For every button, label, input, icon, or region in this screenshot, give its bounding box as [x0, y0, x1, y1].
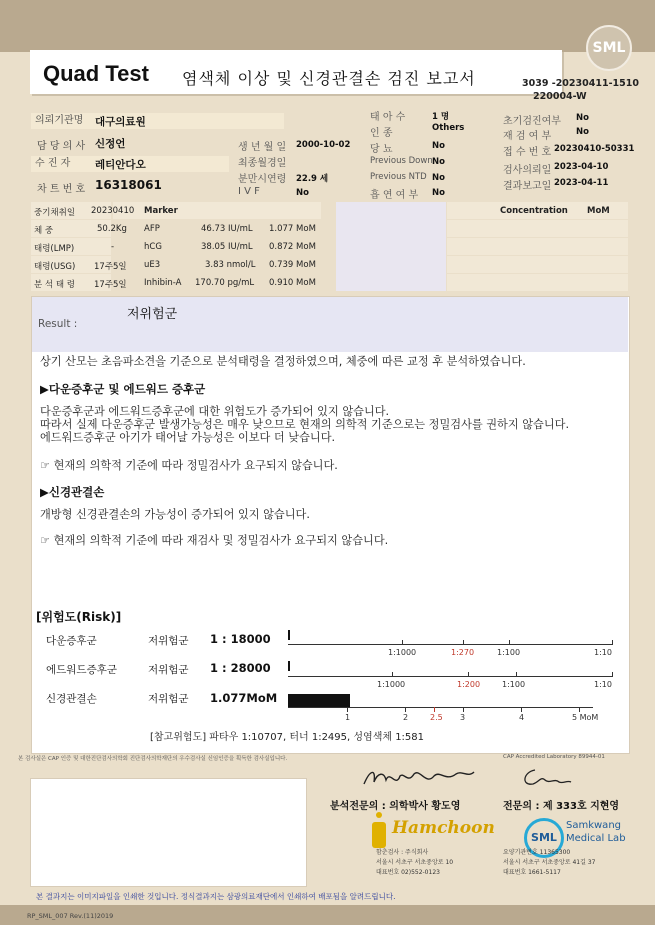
specialist-name: 전문의 : 제 333호 지현영 [503, 801, 620, 812]
risk-edwards-ratio: 1 : 28000 [210, 661, 271, 675]
ivf-value: No [296, 188, 309, 198]
form-version: RP_SML_007 Rev.(11)2019 [27, 912, 114, 920]
section-ntd-title: ▶신경관결손 [40, 485, 105, 499]
result-value: 저위험군 [127, 307, 178, 322]
risk-title: [위험도(Risk)] [36, 610, 122, 624]
risk-edwards-level: 저위험군 [148, 664, 189, 676]
section-down-note: ☞ 현재의 의학적 기준에 따라 정밀검사가 요구되지 않습니다. [40, 459, 338, 472]
ntd-tick-label: 3 [460, 713, 466, 722]
marker-mom: 0.910 MoM [269, 278, 316, 288]
down-risk-marker [288, 630, 290, 640]
marker-header: Marker [144, 206, 178, 216]
measure-label: 태령(LMP) [34, 244, 75, 254]
smoking-label: 흡 연 여 부 [370, 190, 419, 201]
mom-header: MoM [587, 206, 610, 216]
edwards-tick [468, 672, 469, 677]
measure-value: 20230410 [91, 206, 135, 216]
chart-label: 차 트 번 호 [37, 184, 86, 195]
ntd-tick [405, 707, 406, 712]
measure-value: 17주5일 [94, 280, 127, 290]
sml-address-2: 서울시 서초구 서초중앙로 41길 37 [503, 859, 596, 866]
measure-value: - [111, 242, 115, 252]
ntd-tick-cutoff [434, 707, 435, 712]
report-title: 염색체 이상 및 신경관결손 검진 보고서 [182, 69, 476, 88]
report-code-line2: 220004-W [533, 91, 587, 102]
specialist-signature [515, 764, 575, 790]
sml-address-1: 요양기관번호 11365300 [503, 849, 571, 856]
retest-label: 재 검 여 부 [503, 131, 552, 142]
dob-value: 2000-10-02 [296, 140, 351, 150]
ntd-tick-label: 1 [345, 713, 351, 722]
result-label: Result : [38, 318, 78, 330]
ntd-tick [521, 707, 522, 712]
ntd-tick [579, 707, 580, 712]
dob-label: 생 년 월 일 [238, 142, 287, 153]
print-notice: 본 결과지는 이미지파일을 인쇄한 것입니다. 정식결과지는 삼광의료재단에서 인쇄하여 배포됨을 알려드립니다. [36, 892, 396, 901]
ivf-label: I V F [238, 186, 260, 197]
down-tick [463, 640, 464, 645]
race-value: Others [432, 123, 465, 133]
sml-footer-logo: SML [524, 818, 564, 858]
risk-down-name: 다운증후군 [46, 635, 97, 647]
risk-ntd-level: 저위험군 [148, 693, 189, 705]
hamchoon-address-2: 서울시 서초구 서초중앙로 10 [376, 859, 454, 866]
down-tick-label: 1:10 [594, 648, 612, 657]
ntd-tick [463, 707, 464, 712]
chart-value: 16318061 [95, 178, 162, 192]
edwards-risk-marker [288, 661, 290, 671]
first-label: 초기검진여부 [503, 116, 561, 127]
ntd-tick [347, 707, 348, 712]
prev-ntd-label: Previous NTD [370, 172, 427, 182]
smoking-value: No [432, 188, 445, 198]
hamchoon-logo-text: Hamchoon [392, 818, 495, 838]
ntd-scale-line [288, 707, 593, 708]
request-date: 2023-04-10 [554, 162, 609, 172]
cap-number: CAP Accredited Laboratory 89944-01 [503, 754, 605, 760]
edwards-tick [516, 672, 517, 677]
risk-edwards-name: 에드워드증후군 [46, 664, 118, 676]
ntd-tick-label: 4 [519, 713, 525, 722]
diabetes-label: 당 뇨 [370, 144, 393, 155]
measure-value: 50.2Kg [97, 224, 127, 234]
marker-table [31, 202, 628, 290]
edwards-tick [612, 672, 613, 677]
top-banner [0, 0, 655, 52]
marker-mom: 0.872 MoM [269, 242, 316, 252]
receipt-value: 20230410-50331 [554, 144, 635, 154]
prev-ntd-value: No [432, 173, 445, 183]
down-tick [509, 640, 510, 645]
hamchoon-logo-icon [372, 812, 386, 850]
section-ntd-note: ☞ 현재의 의학적 기준에 따라 재검사 및 정밀검사가 요구되지 않습니다. [40, 534, 389, 547]
age-value: 22.9 세 [296, 174, 329, 184]
risk-down-ratio: 1 : 18000 [210, 632, 271, 646]
section-down-edwards-title: ▶다운증후군 및 에드워드 증후군 [40, 382, 206, 396]
section-down-line3: 에드워드증후군 아기가 태어날 가능성은 이보다 더 낮습니다. [40, 431, 336, 444]
result-intro: 상기 산모는 초음파소견을 기준으로 분석태령을 결정하였으며, 체중에 따른 교정 후 분석하였습니다. [40, 355, 526, 368]
diabetes-value: No [432, 141, 445, 151]
hamchoon-address-1: 함춘검사 : 주식회사 [376, 849, 429, 856]
patient-value: 레티안다오 [95, 159, 146, 171]
retest-value: No [576, 127, 589, 137]
edwards-tick-label: 1:10 [594, 680, 612, 689]
risk-ntd-name: 신경관결손 [46, 693, 97, 705]
risk-down-level: 저위험군 [148, 635, 189, 647]
samkwang-line2: Medical Lab [566, 833, 626, 844]
doctor-value: 신정언 [95, 138, 126, 150]
sml-logo: SML [586, 25, 632, 71]
report-date: 2023-04-11 [554, 178, 609, 188]
edwards-tick-label: 1:100 [502, 680, 526, 689]
marker-name: Inhibin-A [144, 278, 182, 288]
fetus-label: 태 아 수 [370, 112, 406, 123]
ntd-mom-bar [288, 694, 350, 707]
marker-name: AFP [144, 224, 160, 234]
measure-value: 17주5일 [94, 262, 127, 272]
marker-name: uE3 [144, 260, 161, 270]
notes-box [30, 778, 307, 887]
section-down-line2: 따라서 실제 다운증후군 발생가능성은 매우 낮으므로 현재의 의학적 기준으로는 정밀검사를 권하지 않습니다. [40, 418, 569, 431]
analyst-name: 분석전문의 : 의학박사 황도영 [330, 801, 461, 812]
measure-label: 중기채취일 [34, 208, 76, 218]
measure-label: 태령(USG) [34, 262, 76, 272]
lmp-label: 최종월경일 [238, 158, 287, 169]
edwards-tick-label-cutoff: 1:200 [457, 680, 481, 689]
ntd-tick-label: 5 MoM [572, 713, 599, 722]
measure-label: 분 석 태 령 [34, 280, 75, 290]
analyst-signature [360, 762, 480, 794]
fetus-value: 1 명 [432, 112, 450, 122]
receipt-label: 접 수 번 호 [503, 147, 552, 158]
institution-value: 대구의료원 [95, 116, 146, 128]
samkwang-line1: Samkwang [566, 820, 621, 831]
edwards-scale-line [288, 676, 613, 677]
edwards-tick-label: 1:1000 [377, 680, 406, 689]
down-tick-label-cutoff: 1:270 [451, 648, 475, 657]
race-label: 인 종 [370, 128, 393, 139]
report-date-label: 결과보고일 [503, 181, 552, 192]
report-code-line1: 3039 -20230411-1510 [522, 78, 639, 89]
age-label: 분만시연령 [238, 174, 287, 185]
edwards-tick [392, 672, 393, 677]
section-ntd-line1: 개방형 신경관결손의 가능성이 증가되어 있지 않습니다. [40, 508, 310, 521]
patient-label: 수 진 자 [31, 156, 93, 172]
ntd-tick-label-cutoff: 2.5 [430, 713, 443, 722]
down-scale-line [288, 644, 613, 645]
marker-conc: 170.70 pg/mL [195, 278, 255, 288]
prev-down-label: Previous Down [370, 156, 433, 166]
reference-risk: [참고위험도] 파타우 1:10707, 터너 1:2495, 성염색체 1:581 [150, 732, 425, 743]
down-tick [402, 640, 403, 645]
sml-address-3: 대표번호 1661-5117 [503, 869, 561, 876]
marker-name: hCG [144, 242, 162, 252]
doctor-label: 담 당 의 사 [37, 141, 86, 152]
hamchoon-address-3: 대표번호 02)552-0123 [376, 869, 440, 876]
section-down-line1: 다운증후군과 에드워드증후군에 대한 위험도가 증가되어 있지 않습니다. [40, 405, 390, 418]
risk-ntd-ratio: 1.077MoM [210, 691, 278, 705]
marker-conc: 38.05 IU/mL [201, 242, 253, 252]
accreditation-note: 본 검사실은 CAP 인증 및 대한진단검사의학회 진단검사의학재단의 우수검사실 신임인증을 획득한 검사실입니다. [18, 756, 288, 762]
measure-label: 체 중 [34, 226, 54, 236]
ntd-tick-label: 2 [403, 713, 409, 722]
down-tick-label: 1:100 [497, 648, 521, 657]
request-label: 검사의뢰일 [503, 165, 552, 176]
down-tick-label: 1:1000 [388, 648, 417, 657]
marker-mom: 0.739 MoM [269, 260, 316, 270]
institution-label: 의뢰기관명 [31, 113, 93, 129]
concentration-header: Concentration [500, 206, 568, 216]
brand-title: Quad Test [43, 61, 149, 86]
down-tick [612, 640, 613, 645]
first-value: No [576, 113, 589, 123]
result-header [32, 297, 628, 352]
marker-mom: 1.077 MoM [269, 224, 316, 234]
marker-conc: 3.83 nmol/L [205, 260, 256, 270]
prev-down-value: No [432, 157, 445, 167]
marker-conc: 46.73 IU/mL [201, 224, 253, 234]
